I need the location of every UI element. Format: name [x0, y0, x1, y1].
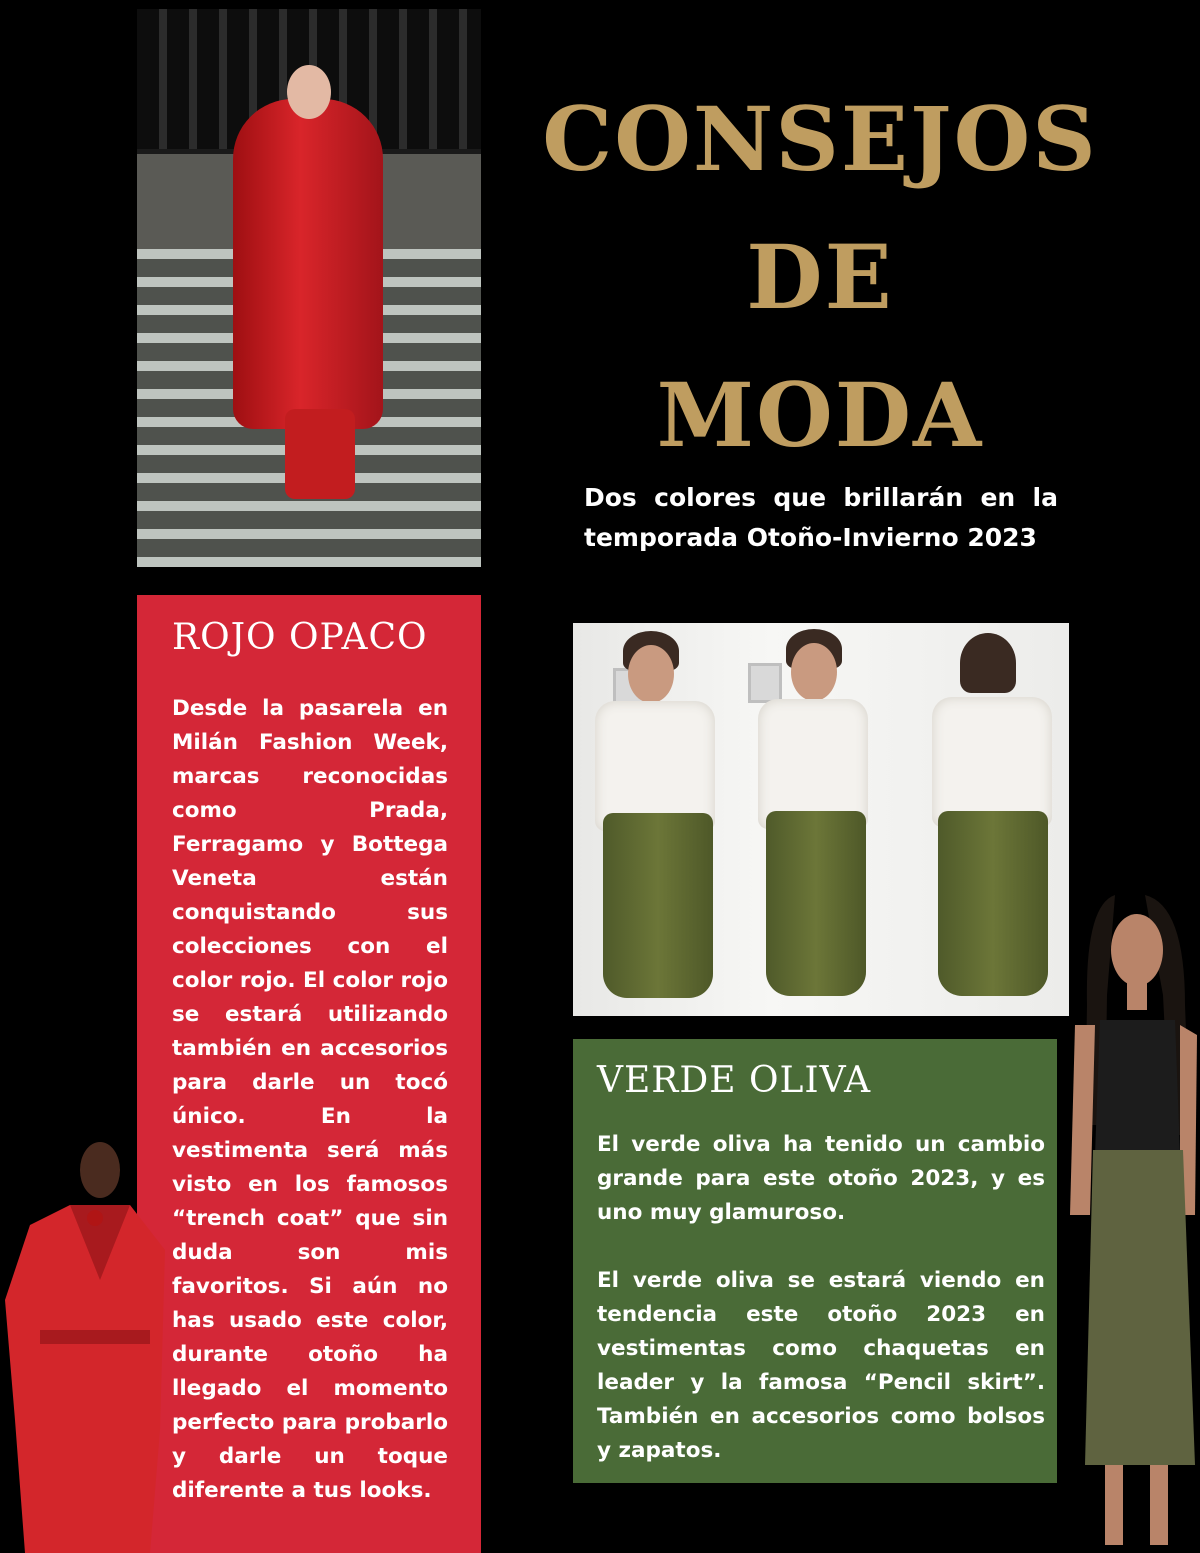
subtitle: Dos colores que brillarán en la temporada Otoño-Invierno 2023	[584, 483, 1058, 552]
model-red-trench-photo	[0, 1130, 175, 1553]
verde-oliva-paragraph-1: El verde oliva ha tenido un cambio grande para este otoño 2023, y es uno muy glamuroso.	[597, 1132, 1045, 1225]
olive-skirt-photo	[573, 623, 1069, 1016]
model-head	[287, 65, 331, 119]
wall-frame	[748, 663, 782, 703]
verde-oliva-text	[597, 1128, 1045, 1468]
red-boots	[285, 409, 355, 499]
title-line-2: DE	[746, 225, 894, 329]
model-olive-skirt-photo	[1045, 885, 1200, 1553]
rojo-opaco-heading: ROJO OPACO	[172, 617, 428, 658]
verde-oliva-heading: VERDE OLIVA	[597, 1060, 872, 1101]
red-trench-coat	[233, 99, 383, 429]
red-trench-model-illustration	[0, 1130, 175, 1553]
runway-red-coat-photo	[137, 9, 481, 567]
olive-skirt-model-illustration	[1045, 885, 1200, 1553]
page-title	[540, 70, 1100, 484]
title-line-1: CONSEJOS	[542, 87, 1098, 191]
rojo-opaco-text: Desde la pasarela en Milán Fashion Week, marcas reconocidas como Prada, Ferragamo y Bottega Veneta están conquistando sus colecciones con el color rojo. El color rojo se estará utilizando también en accesorios para darle un tocó único. En la vestimenta será más visto en los famosos “trench coat” que sin duda son mis favoritos. Si aún no has usado este color, durante otoño ha llegado el momento perfecto para probarlo y darle un toque diferente a tus looks.	[172, 696, 448, 1503]
title-line-3: MODA	[656, 363, 984, 467]
verde-oliva-paragraph-2: El verde oliva se estará viendo en tendencia este otoño 2023 en vestimentas como chaquetas en leader y la famosa “Pencil skirt”. También en accesorios como bolsos y zapatos.	[597, 1268, 1045, 1463]
